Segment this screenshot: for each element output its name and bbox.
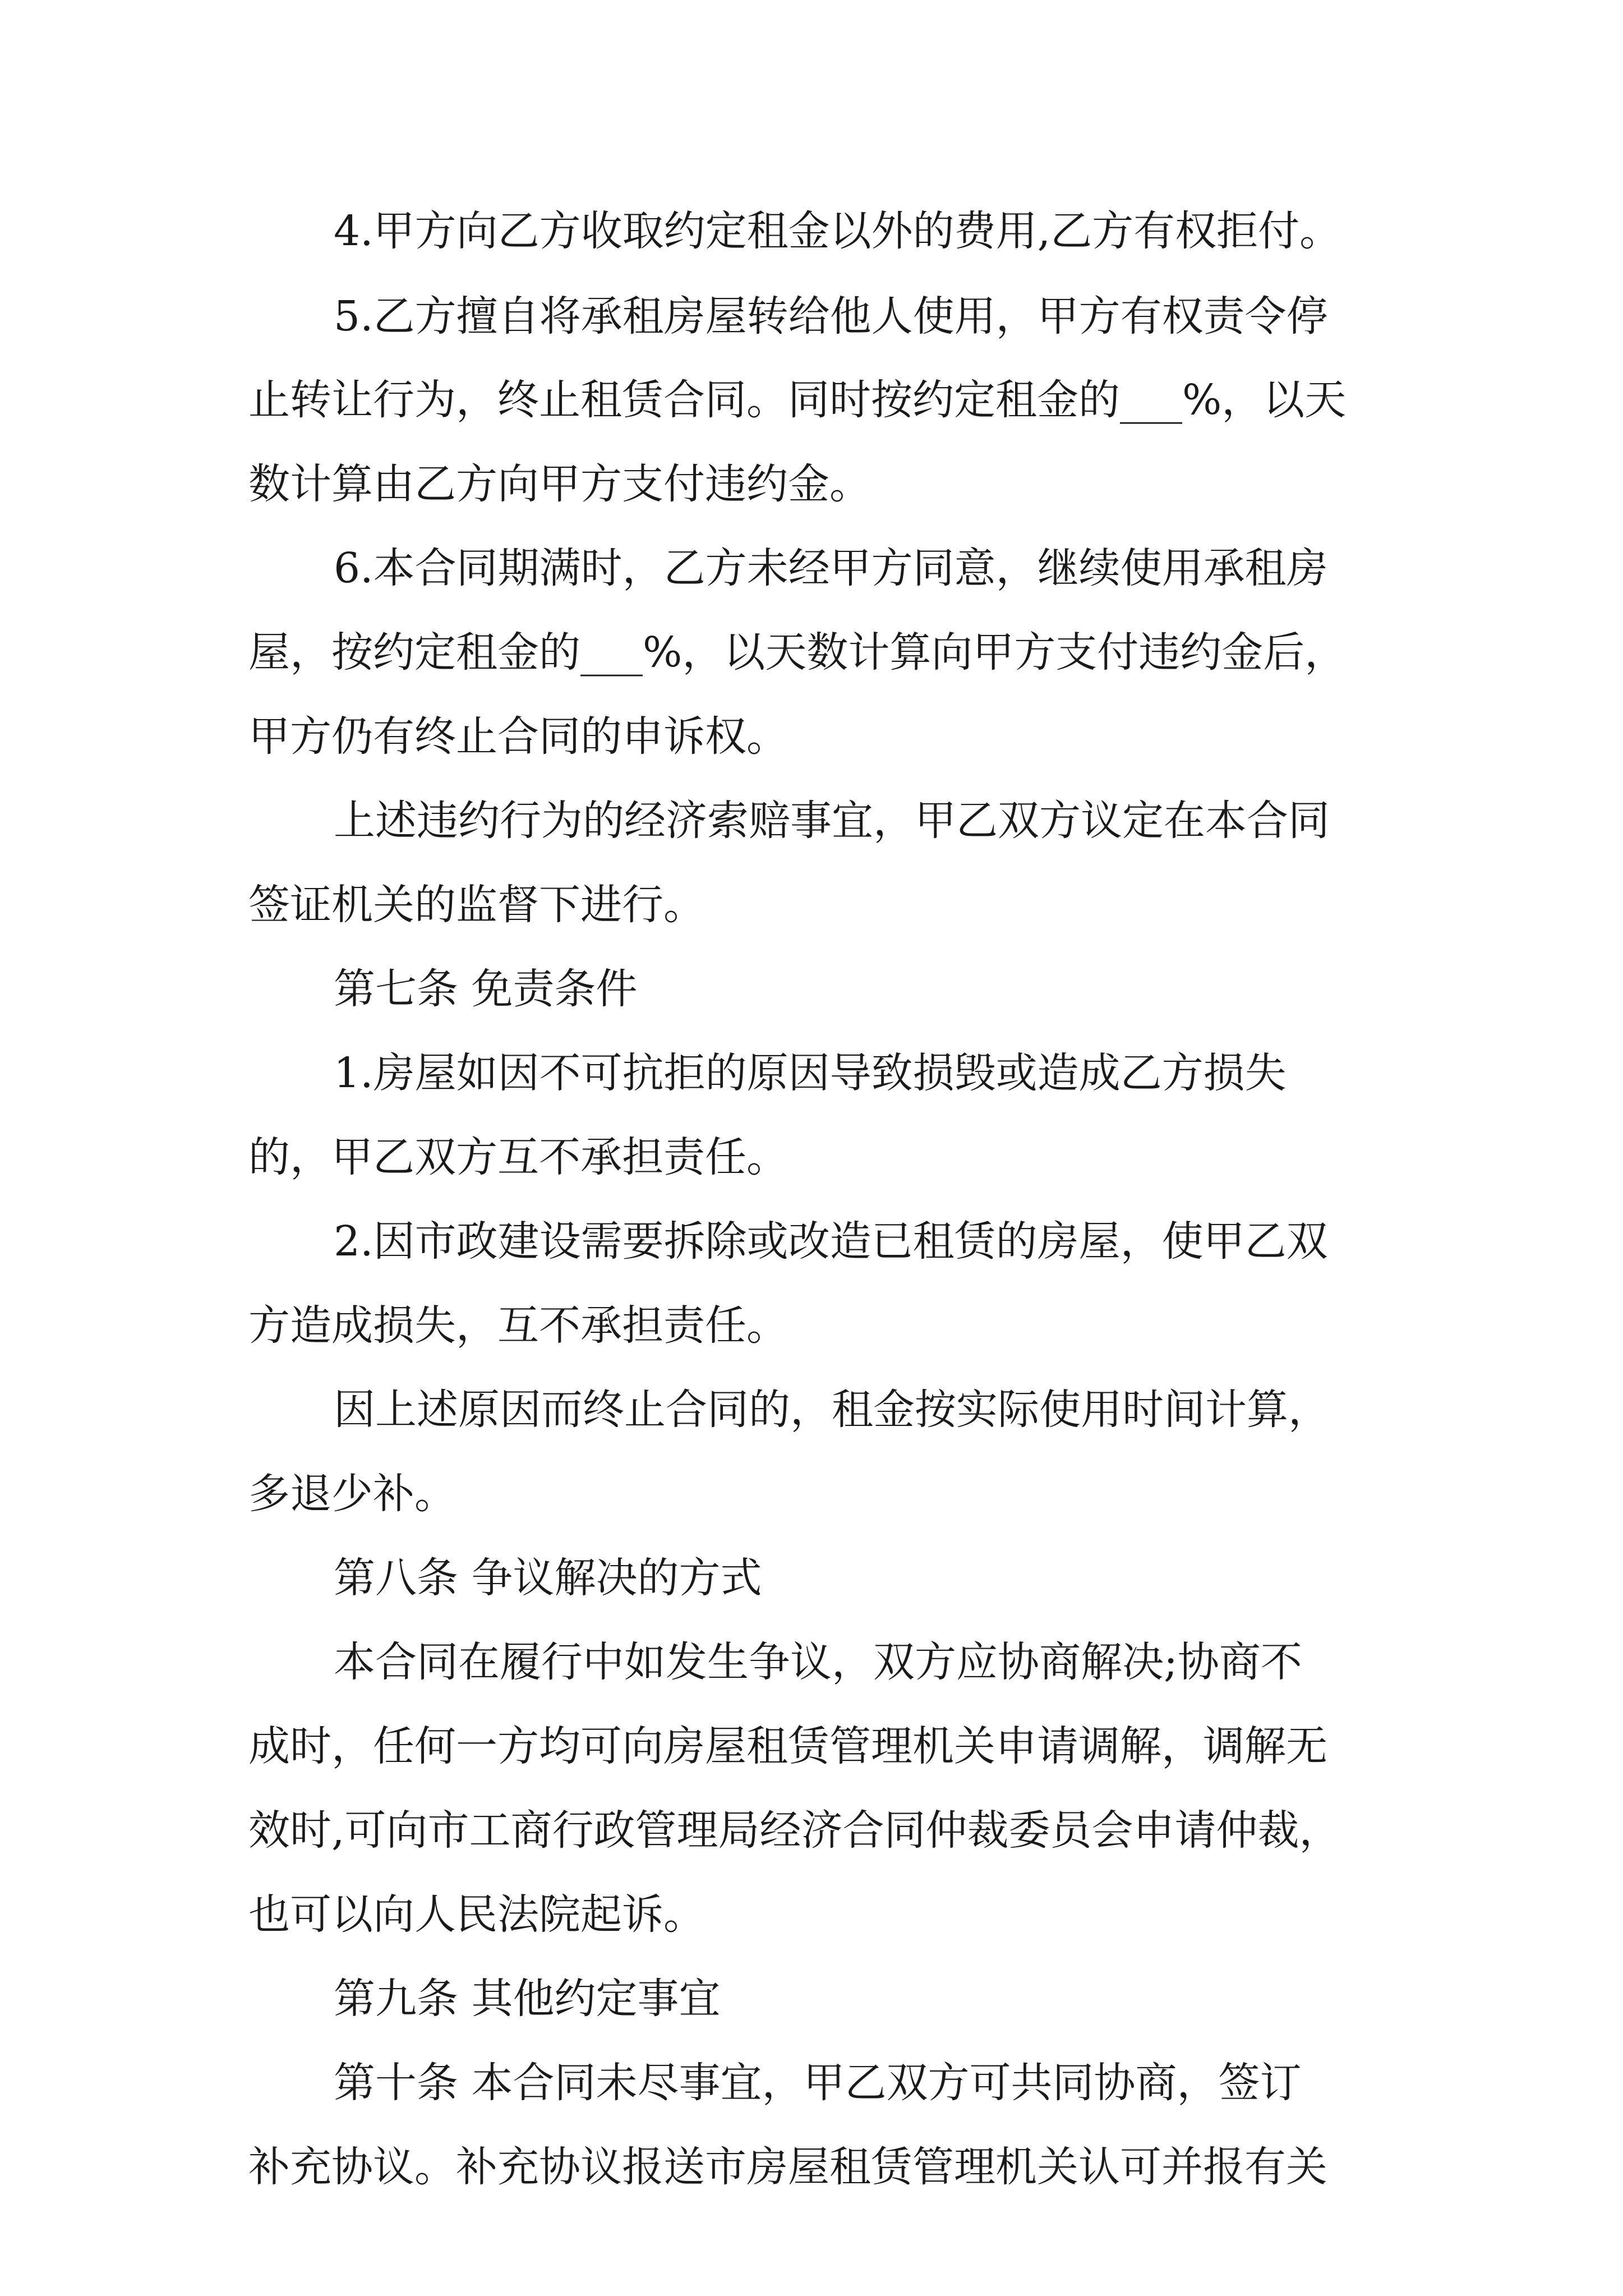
paragraph-line: 本合同在履行中如发生争议，双方应协商解决;协商不 — [334, 1638, 1302, 1686]
paragraph-line: 签证机关的监督下进行。 — [248, 881, 705, 929]
paragraph-line: 方造成损失，互不承担责任。 — [248, 1301, 788, 1350]
section-heading: 第七条 免责条件 — [334, 965, 638, 1013]
paragraph-line: 成时，任何一方均可向房屋租赁管理机关申请调解，调解无 — [248, 1722, 1327, 1770]
paragraph-line: 6.本合同期满时，乙方未经甲方同意，继续使用承租房 — [334, 544, 1328, 592]
paragraph-line: 的，甲乙双方互不承担责任。 — [248, 1133, 788, 1181]
paragraph-line: 效时,可向市工商行政管理局经济合同仲裁委员会申请仲裁， — [248, 1806, 1341, 1855]
paragraph-line: 因上述原因而终止合同的，租金按实际使用时间计算， — [334, 1386, 1330, 1434]
paragraph-line: 5.乙方擅自将承租房屋转给他人使用，甲方有权责令停 — [334, 292, 1328, 341]
paragraph-line: 补充协议。补充协议报送市房屋租赁管理机关认可并报有关 — [248, 2143, 1327, 2191]
section-heading: 第九条 其他约定事宜 — [334, 1975, 721, 2023]
paragraph-line: 4.甲方向乙方收取约定租金以外的费用,乙方有权拒付。 — [334, 207, 1341, 255]
paragraph-line: 2.因市政建设需要拆除或改造已租赁的房屋，使甲乙双 — [334, 1217, 1328, 1266]
section-heading: 第八条 争议解决的方式 — [334, 1554, 762, 1602]
paragraph-line: 屋，按约定租金的___%，以天数计算向甲方支付违约金后， — [248, 628, 1347, 677]
paragraph-line: 数计算由乙方向甲方支付违约金。 — [248, 460, 871, 508]
paragraph-line: 止转让行为，终止租赁合同。同时按约定租金的___%，以天 — [248, 376, 1347, 424]
paragraph-line: 多退少补。 — [248, 1470, 456, 1518]
paragraph-line: 上述违约行为的经济索赔事宜，甲乙双方议定在本合同 — [334, 797, 1330, 845]
paragraph-line: 也可以向人民法院起诉。 — [248, 1890, 705, 1939]
paragraph-line: 第十条 本合同未尽事宜，甲乙双方可共同协商，签订 — [334, 2059, 1302, 2107]
paragraph-line: 甲方仍有终止合同的申诉权。 — [248, 712, 788, 761]
paragraph-line: 1.房屋如因不可抗拒的原因导致损毁或造成乙方损失 — [334, 1049, 1287, 1097]
